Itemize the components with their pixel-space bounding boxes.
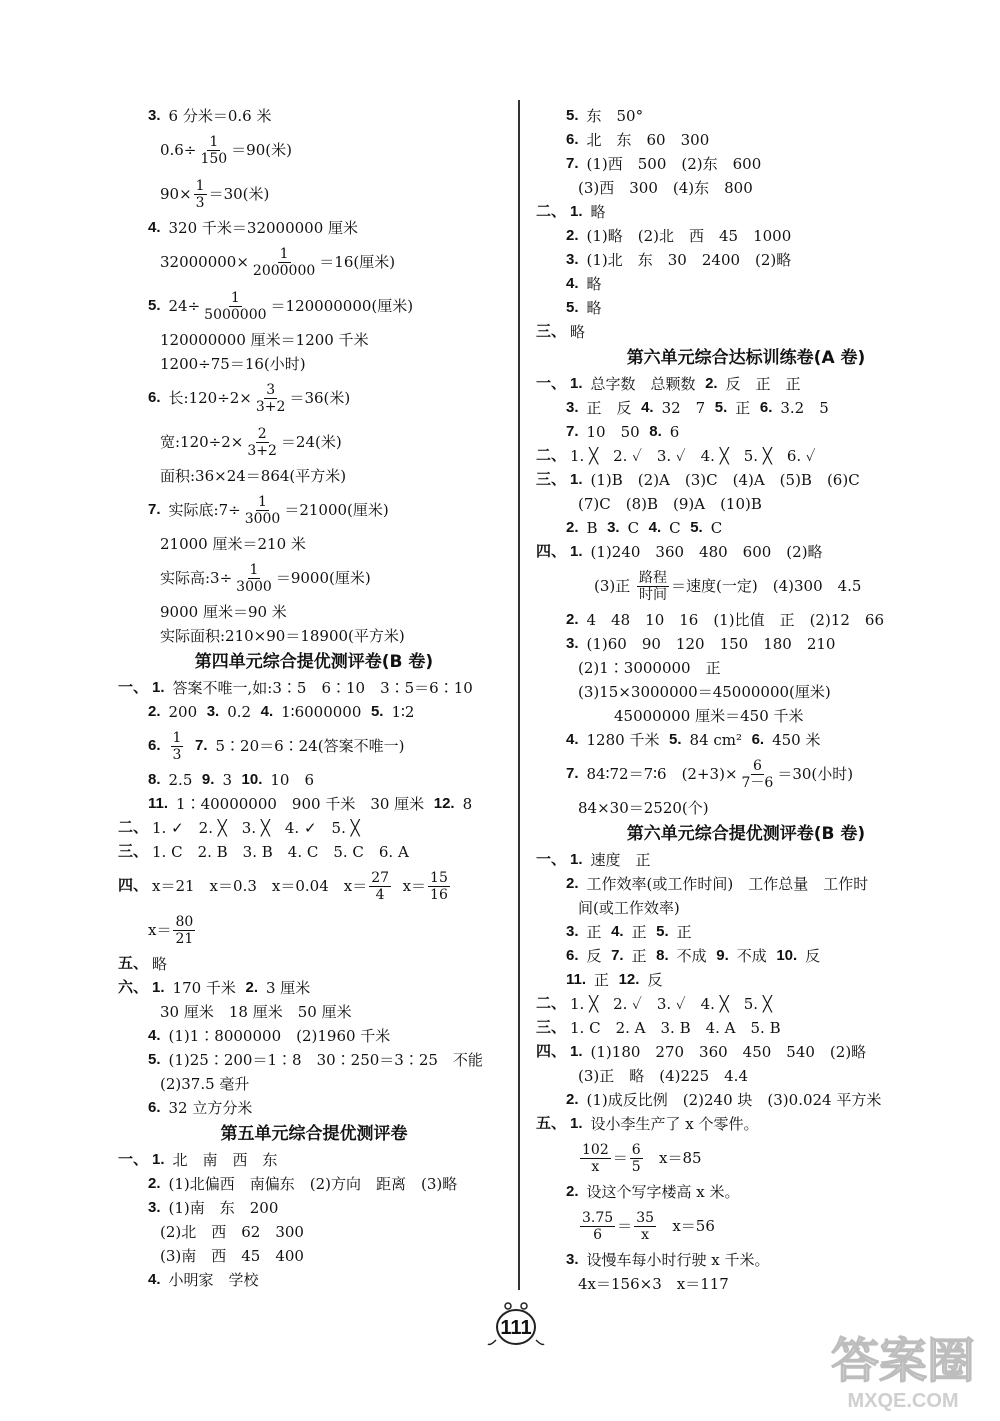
s4-row: 二、 1. ✓ 2. ╳ 3. ╳ 4. ✓ 5. ╳	[118, 819, 360, 837]
s6b-q2: 2. 设这个写字楼高 x 米。	[566, 1183, 740, 1201]
q5-calc2: 1200÷75＝16(小时)	[160, 355, 306, 373]
section-heading: 第四单元综合提优测评卷(B 卷)	[194, 652, 434, 672]
section-heading: 第五单元综合提优测评卷	[220, 1124, 408, 1144]
q6-calc2: 面积:36×24＝864(平方米)	[160, 467, 347, 485]
s6b-row: 间(或工作效率)	[578, 899, 680, 917]
fraction: $\frac{1}{2000000}$	[252, 245, 316, 279]
s6a2-row: (2)1∶3000000 正	[578, 659, 721, 677]
fraction: $\frac{3.75}{6}$	[582, 1209, 614, 1243]
s6b-row: (3)正 略 (4)225 4.4	[578, 1067, 748, 1085]
s4-row: 2. 200 3. 0.2 4. 1∶6000000 5. 1∶2	[148, 703, 415, 721]
s4-four: 四、 x＝21 x＝0.3 x＝0.04 x＝ $\frac{27}{4}$ x＝ $\frac{15}{16}$	[118, 869, 448, 903]
s6a2-row: 3. (1)60 90 120 150 180 210	[566, 635, 836, 653]
q3-calc2: 90× $\frac{1}{3}$ ＝30(米)	[160, 177, 270, 211]
fraction: $\frac{15}{16}$	[430, 869, 448, 903]
s6a-row: (7)C (8)B (9)A (10)B	[578, 495, 762, 513]
s5b-row: 5. 东 50°	[566, 107, 644, 125]
s6b-row: 3. 正 4. 正 5. 正	[566, 923, 692, 941]
s6a-row: 2. B 3. C 4. C 5. C	[566, 519, 723, 537]
q3-line: 3. 6 分米＝0.6 米	[148, 107, 272, 125]
q5-calc1: 120000000 厘米＝1200 千米	[160, 331, 369, 349]
s6b-q3: 3. 设慢车每小时行驶 x 千米。	[566, 1251, 770, 1269]
s5b-row: 三、 略	[536, 323, 586, 341]
watermark-logo-text: 答案圈	[830, 1333, 976, 1389]
fraction: $\frac{35}{x}$	[636, 1209, 655, 1243]
right-column	[536, 104, 956, 1296]
left-column	[118, 104, 510, 1292]
s4-row: 6. $\frac{1}{3}$ 7. 5∶20＝6∶24(答案不唯一)	[148, 729, 405, 763]
section-heading: 第六单元综合达标训练卷(A 卷)	[626, 348, 866, 368]
s5b-row: 6. 北 东 60 300	[566, 131, 710, 149]
q6-line: 6. 长:120÷2× $\frac{3}{3+2}$ ＝36(米)	[148, 381, 351, 415]
s6a2-row: 45000000 厘米＝450 千米	[614, 707, 804, 725]
fraction: $\frac{1}{3}$	[172, 729, 182, 763]
s6b-row: 二、 1. ╳ 2. ✓ 3. ✓ 4. ╳ 5. ╳	[536, 995, 772, 1013]
s6b-eq1: $\frac{102}{x}$ ＝ $\frac{6}{5}$ x＝85	[582, 1141, 702, 1175]
s5-row: 3. (1)南 东 200	[148, 1199, 279, 1217]
s6b-eq2: $\frac{3.75}{6}$ ＝ $\frac{35}{x}$ x＝56	[582, 1209, 715, 1243]
fraction: $\frac{102}{x}$	[582, 1141, 609, 1175]
s6b-row: 四、 1. (1)180 270 360 450 540 (2)略	[536, 1043, 867, 1061]
q7-calc4: 实际面积:210×90＝18900(平方米)	[160, 627, 405, 645]
q7-calc2: 实际高:3÷ $\frac{1}{3000}$ ＝9000(厘米)	[160, 561, 371, 595]
s5-row: (3)南 西 45 400	[160, 1247, 304, 1265]
fraction: $\frac{\text{路程}}{\text{时间}}$	[639, 569, 668, 603]
q6-calc1: 宽:120÷2× $\frac{2}{3+2}$ ＝24(米)	[160, 425, 342, 459]
s5b-row: (3)西 300 (4)东 800	[578, 179, 753, 197]
fraction: $\frac{80}{21}$	[175, 913, 194, 947]
s6b-row: 11. 正 12. 反	[566, 971, 663, 989]
s6a-row: 二、 1. ╳ 2. ✓ 3. ✓ 4. ╳ 5. ╳ 6. ✓	[536, 447, 816, 465]
s4-row: 8. 2.5 9. 3 10. 10 6	[148, 771, 315, 789]
watermark-url: MXQE.COM	[847, 1390, 959, 1412]
s4-six-row: 六、 1. 170 千米 2. 3 厘米	[118, 979, 311, 997]
q3-calc1: 0.6÷ $\frac{1}{150}$ ＝90(米)	[160, 133, 292, 167]
s4-five: 五、 略	[118, 955, 168, 973]
s6a-row: 四、 1. (1)240 360 480 600 (2)略	[536, 543, 823, 561]
s4-four-cont: x＝ $\frac{80}{21}$	[148, 913, 194, 947]
s4-six-row: 30 厘米 18 厘米 50 厘米	[160, 1003, 352, 1021]
s6a2-row: 2. 4 48 10 16 (1)比值 正 (2)12 66	[566, 611, 884, 629]
watermark-logo	[818, 1315, 988, 1415]
q7-line: 7. 实际底:7÷ $\frac{1}{3000}$ ＝21000(厘米)	[148, 493, 389, 527]
q7-calc3: 9000 厘米＝90 米	[160, 603, 287, 621]
s6b-row: 2. 工作效率(或工作时间) 工作总量 工作时	[566, 875, 869, 893]
s6a2-row: 4. 1280 千米 5. 84 cm² 6. 450 米	[566, 731, 821, 749]
s6a-q7: 7. 84∶72＝7∶6 (2+3)× $\frac{6}{7-6}$ ＝30(小时)	[566, 757, 854, 791]
s4-row: 三、 1. C 2. B 3. B 4. C 5. C 6. A	[118, 843, 409, 861]
s6a-rate: (3)正 $\frac{\text{路程}}{\text{时间}}$ ＝速度(一定) (4)300 4.5	[594, 569, 862, 603]
s6b-row: 2. (1)成反比例 (2)240 块 (3)0.024 平方米	[566, 1091, 882, 1109]
s6a2-row: (3)15×3000000＝45000000(厘米)	[578, 683, 831, 701]
page-number-badge	[486, 1300, 546, 1350]
s6a-row: 7. 10 50 8. 6	[566, 423, 680, 441]
badge-eye-icon	[521, 1303, 527, 1309]
fraction: $\frac{6}{5}$	[631, 1141, 641, 1175]
s6a-row: 一、 1. 总字数 总颗数 2. 反 正 正	[536, 375, 801, 393]
fraction: $\frac{1}{3}$	[195, 177, 205, 211]
s6b-row: 6. 反 7. 正 8. 不成 9. 不成 10. 反	[566, 947, 821, 965]
column-divider	[518, 100, 520, 1290]
fraction: $\frac{2}{3+2}$	[247, 425, 277, 459]
fraction: $\frac{6}{7-6}$	[741, 757, 774, 791]
fraction: $\frac{1}{150}$	[200, 133, 228, 167]
s5b-row: 3. (1)北 东 30 2400 (2)略	[566, 251, 792, 269]
section-heading: 第六单元综合提优测评卷(B 卷)	[626, 824, 866, 844]
s6a-row: 三、 1. (1)B (2)A (3)C (4)A (5)B (6)C	[536, 471, 860, 489]
badge-eye-icon	[505, 1303, 511, 1309]
fraction: $\frac{1}{3000}$	[244, 493, 281, 527]
q5-line: 5. 24÷ $\frac{1}{5000000}$ ＝120000000(厘米)	[148, 289, 414, 323]
s6a-row: 3. 正 反 4. 32 7 5. 正 6. 3.2 5	[566, 399, 829, 417]
s5b-row: 5. 略	[566, 299, 602, 317]
q4-line: 4. 320 千米＝32000000 厘米	[148, 219, 359, 237]
s4-six-row: 4. (1)1∶8000000 (2)1960 千米	[148, 1027, 391, 1045]
s6b-row: 三、 1. C 2. A 3. B 4. A 5. B	[536, 1019, 781, 1037]
s4-six-row: 6. 32 立方分米	[148, 1099, 253, 1117]
q4-calc: 32000000× $\frac{1}{2000000}$ ＝16(厘米)	[160, 245, 396, 279]
s6b-row: 一、 1. 速度 正	[536, 851, 651, 869]
s5b-row: 2. (1)略 (2)北 西 45 1000	[566, 227, 792, 245]
s5-row: 一、 1. 北 南 西 东	[118, 1151, 278, 1169]
s5-row: (2)北 西 62 300	[160, 1223, 304, 1241]
s6b-row: 五、 1. 设小李生产了 x 个零件。	[536, 1115, 759, 1133]
s4-row: 11. 1∶40000000 900 千米 30 厘米 12. 8	[148, 795, 473, 813]
s5-row: 4. 小明家 学校	[148, 1271, 259, 1289]
s4-row: 一、 1. 答案不唯一,如:3∶5 6∶10 3∶5＝6∶10	[118, 679, 473, 697]
fraction: $\frac{1}{5000000}$	[204, 289, 267, 323]
s6a-q7-calc: 84×30＝2520(个)	[578, 799, 709, 817]
s4-six-row: 5. (1)25∶200＝1∶8 30∶250＝3∶25 不能	[148, 1051, 483, 1069]
fraction: $\frac{27}{4}$	[371, 869, 390, 903]
s6b-q3-calc: 4x＝156×3 x＝117	[578, 1275, 729, 1293]
page-number: 111	[500, 1317, 532, 1339]
s5-row: 2. (1)北偏西 南偏东 (2)方向 距离 (3)略	[148, 1175, 458, 1193]
s5b-row: 7. (1)西 500 (2)东 600	[566, 155, 762, 173]
s5b-row: 4. 略	[566, 275, 602, 293]
s5b-row: 二、 1. 略	[536, 203, 606, 221]
q7-calc1: 21000 厘米＝210 米	[160, 535, 306, 553]
s4-six-row: (2)37.5 毫升	[160, 1075, 250, 1093]
fraction: $\frac{1}{3000}$	[236, 561, 272, 595]
fraction: $\frac{3}{3+2}$	[255, 381, 286, 415]
